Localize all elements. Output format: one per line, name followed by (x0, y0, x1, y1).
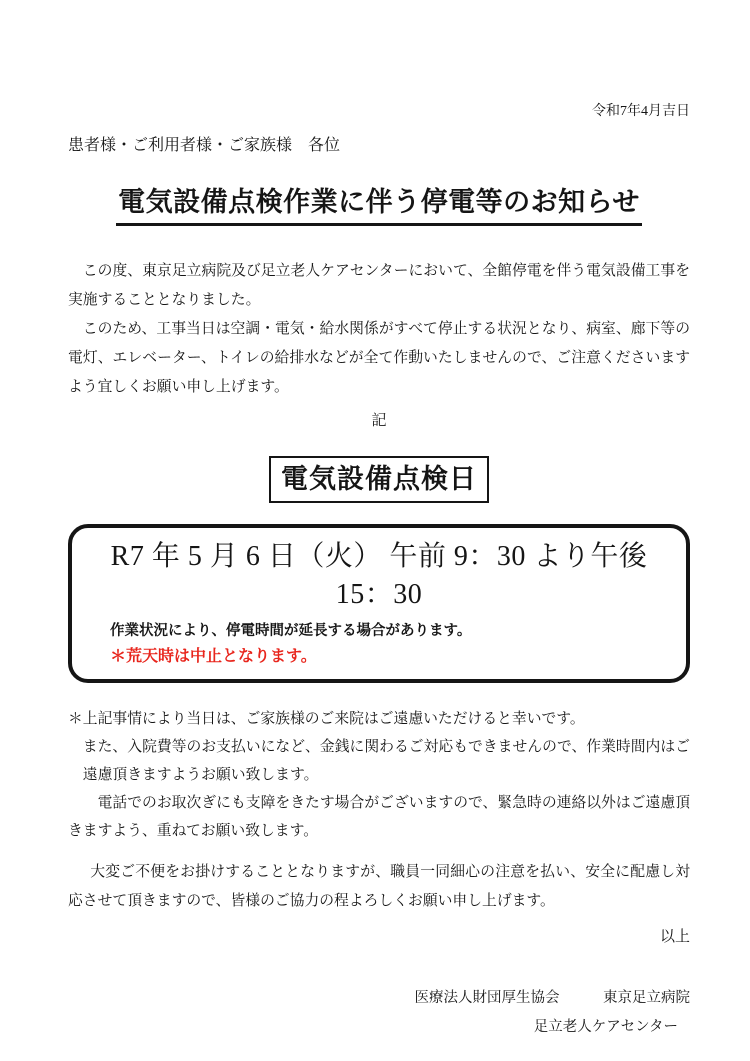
addressee-line: 患者様・ご利用者様・ご家族様 各位 (68, 137, 341, 154)
intro-paragraphs (68, 257, 690, 402)
document-title: 電気設備点検作業に伴う停電等のお知らせ (116, 186, 642, 226)
impact-paragraph: このため、工事当日は空調・電気・給水関係がすべて停止する状況となり、病室、廊下等の電灯、エレベーター、トイレの給排水などが全て作動いたしませんので、ご注意くださいますよう宜しくお願い申し上げます。 (68, 320, 690, 395)
note-payment: また、入院費等のお支払いになど、金銭に関わるご対応もできませんので、作業時間内はご遠慮頂きますようお願い致します。 (82, 738, 690, 783)
end-marker: 以上 (659, 928, 690, 945)
signature-facility: 足立老人ケアセンター (533, 1018, 678, 1035)
signature-block (68, 984, 690, 1042)
closing-paragraph: 大変ご不便をお掛けすることとなりますが、職員一同細心の注意を払い、安全に配慮し対応させて頂きますので、皆様のご協力の程よろしくお願い申し上げます。 (68, 863, 690, 909)
inspection-date-heading: 電気設備点検日 (269, 456, 489, 503)
note-family-visit: ＊上記事情により当日は、ご家族様のご来院はご遠慮いただけると幸いです。 (68, 710, 585, 727)
note-phone: 電話でのお取次ぎにも支障をきたす場合がございますので、緊急時の連絡以外はご遠慮頂きますよう、重ねてお願い致します。 (68, 794, 690, 839)
schedule-datetime: R7 年 5 月 6 日（火） 午前 9：30 より午後 15：30 (110, 540, 648, 610)
schedule-storm-warning: ＊荒天時は中止となります。 (110, 647, 317, 665)
schedule-box (68, 524, 690, 683)
signature-organization: 医療法人財団厚生協会 東京足立病院 (414, 989, 690, 1006)
title-container (68, 186, 690, 226)
schedule-extension-note: 作業状況により、停電時間が延長する場合があります。 (110, 622, 472, 639)
notes-section (68, 705, 690, 845)
intro-paragraph: この度、東京足立病院及び足立老人ケアセンターにおいて、全館停電を伴う電気設備工事を実施することとなりました。 (68, 262, 690, 308)
section-heading-container (68, 456, 690, 503)
record-marker: 記 (371, 412, 387, 429)
document-date: 令和7年4月吉日 (592, 104, 690, 119)
